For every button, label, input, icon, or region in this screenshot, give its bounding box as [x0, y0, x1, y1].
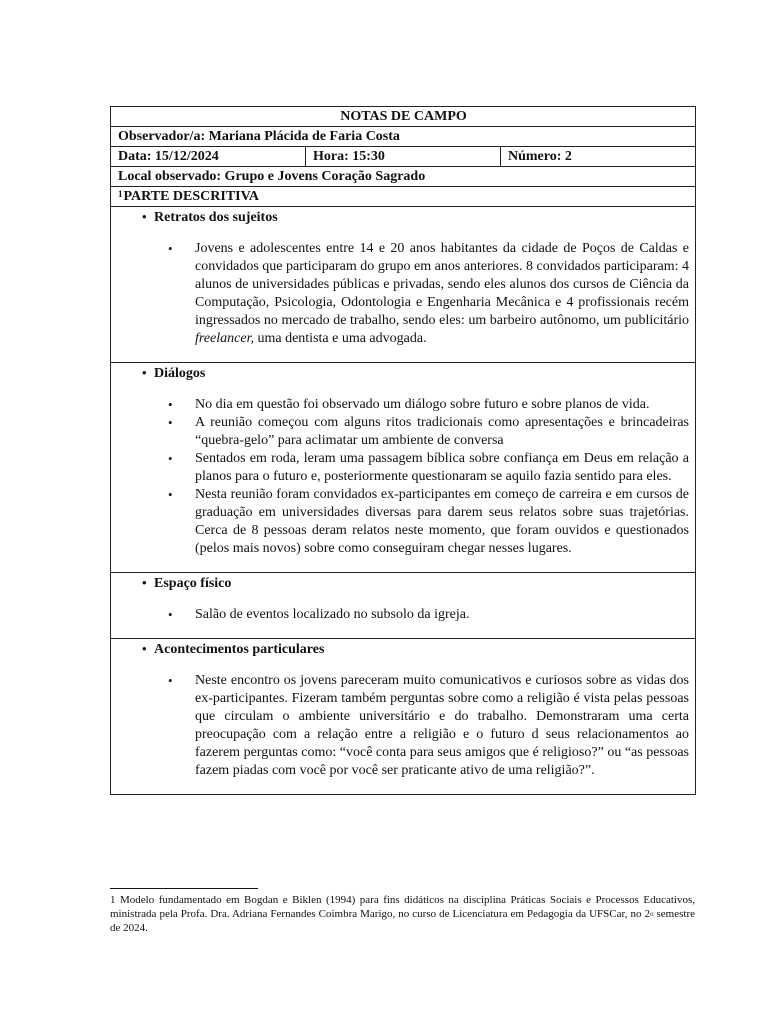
bullet-icon: •	[142, 365, 147, 380]
list-item	[168, 240, 689, 348]
footnote-separator	[110, 888, 258, 889]
field-notes-table	[110, 106, 696, 795]
time-field: Hora: 15:30	[306, 147, 501, 167]
item-text: Jovens e adolescentes entre 14 e 20 anos habitantes da cidade de Poços de Caldas e convidados que participaram do grupo em anos anteriores. 8 convidados participaram: 4 alunos de universidades públicas e privadas, sendo eles alunos dos cursos de Ciência da Computação, Psicologia, Odontologia e Engenharia Mecânica e 4 profissionais recém ingressados no mercado de trabalho, sendo eles: um barbeiro autônomo, um publicitário	[195, 241, 689, 328]
section-dialogos	[111, 363, 696, 573]
item-text: Neste encontro os jovens pareceram muito comunicativos e curiosos sobre as vidas dos ex-participantes. Fizeram também perguntas sobre como a religião é vista pelas pessoas que circulam o ambiente universitário e do trabalho. Demonstraram uma certa preocupação com a relação entre a religião e o futuro d seus relacionamentos ao fazerem perguntas como: “você conta para seus amigos que é religioso?” ou “as pessoas fazem piadas com você por você ser praticante ativo de uma religião?”.	[195, 673, 689, 778]
title-row	[111, 107, 696, 127]
observer-row	[111, 127, 696, 147]
section-heading-text: Acontecimentos particulares	[154, 642, 325, 657]
footnote-text-end: semestre de 2024.	[110, 908, 695, 934]
section-acontecimentos	[111, 639, 696, 795]
list-item	[168, 606, 689, 624]
section-heading	[118, 363, 689, 383]
item-text: Sentados em roda, leram uma passagem bíblica sobre confiança em Deus em relação a planos para o futuro e, posteriormente questionaram se aquilo fazia sentido para eles.	[195, 451, 689, 484]
section-row	[111, 573, 696, 639]
location-row	[111, 167, 696, 187]
footnote-text: Modelo fundamentado em Bogdan e Biklen (1994) para fins didáticos na disciplina Práticas Sociais e Processos Educativos, ministrada pela Profa. Dra. Adriana Fernandes Coimbra Marigo, no curso de Licenciatura em Pedagogia da UFSCar, no 2	[110, 894, 695, 920]
section-heading	[118, 207, 689, 227]
date-time-number-row	[111, 147, 696, 167]
item-list	[118, 606, 689, 624]
section-espaco-fisico	[111, 573, 696, 639]
bullet-icon: •	[142, 641, 147, 656]
field-notes-document	[110, 106, 695, 795]
item-text-italic: freelancer,	[195, 331, 254, 346]
bullet-icon: •	[168, 241, 173, 256]
item-list	[118, 672, 689, 780]
bullet-icon: •	[168, 487, 173, 502]
section-row	[111, 363, 696, 573]
item-text: Nesta reunião foram convidados ex-participantes em começo de carreira e em cursos de graduação em universidades diversas para darem seus relatos sobre suas trajetórias. Cerca de 8 pessoas deram relatos neste momento, que foram ouvidos e questionados (pelos mais novos) sobre como conseguiram chegar nesses lugares.	[195, 487, 689, 556]
section-title-row	[111, 187, 696, 207]
list-item	[168, 486, 689, 558]
item-text: A reunião começou com alguns ritos tradicionais como apresentações e brincadeiras “quebra-gelo” para aclimatar um ambiente de conversa	[195, 415, 689, 448]
footnote	[110, 893, 695, 935]
bullet-icon: •	[168, 451, 173, 466]
section-row	[111, 639, 696, 795]
item-text: No dia em questão foi observado um diálogo sobre futuro e sobre planos de vida.	[195, 397, 650, 412]
item-list	[118, 240, 689, 348]
bullet-icon: •	[142, 209, 147, 224]
item-text: uma dentista e uma advogada.	[253, 331, 427, 346]
list-item	[168, 672, 689, 780]
number-field: Número: 2	[501, 147, 696, 167]
bullet-icon: •	[168, 673, 173, 688]
section-retratos	[111, 207, 696, 363]
footnote-reference: 1	[118, 189, 123, 199]
bullet-icon: •	[168, 397, 173, 412]
section-title-text: PARTE DESCRITIVA	[123, 189, 260, 204]
footnote-ordinal: o	[650, 910, 654, 918]
footnote-number: 1	[110, 894, 116, 906]
item-list	[118, 396, 689, 558]
section-title	[111, 187, 696, 207]
list-item	[168, 396, 689, 414]
list-item	[168, 414, 689, 450]
date-field: Data: 15/12/2024	[111, 147, 306, 167]
section-row	[111, 207, 696, 363]
bullet-icon: •	[142, 575, 147, 590]
list-item	[168, 450, 689, 486]
section-heading	[118, 639, 689, 659]
section-heading-text: Retratos dos sujeitos	[154, 210, 278, 225]
bullet-icon: •	[168, 415, 173, 430]
section-heading	[118, 573, 689, 593]
section-heading-text: Espaço físico	[154, 576, 232, 591]
item-text: Salão de eventos localizado no subsolo da igreja.	[195, 607, 470, 622]
section-heading-text: Diálogos	[154, 366, 206, 381]
table-title: NOTAS DE CAMPO	[111, 107, 696, 127]
observer-field: Observador/a: Mariana Plácida de Faria Costa	[111, 127, 696, 147]
location-field: Local observado: Grupo e Jovens Coração Sagrado	[111, 167, 696, 187]
bullet-icon: •	[168, 607, 173, 622]
